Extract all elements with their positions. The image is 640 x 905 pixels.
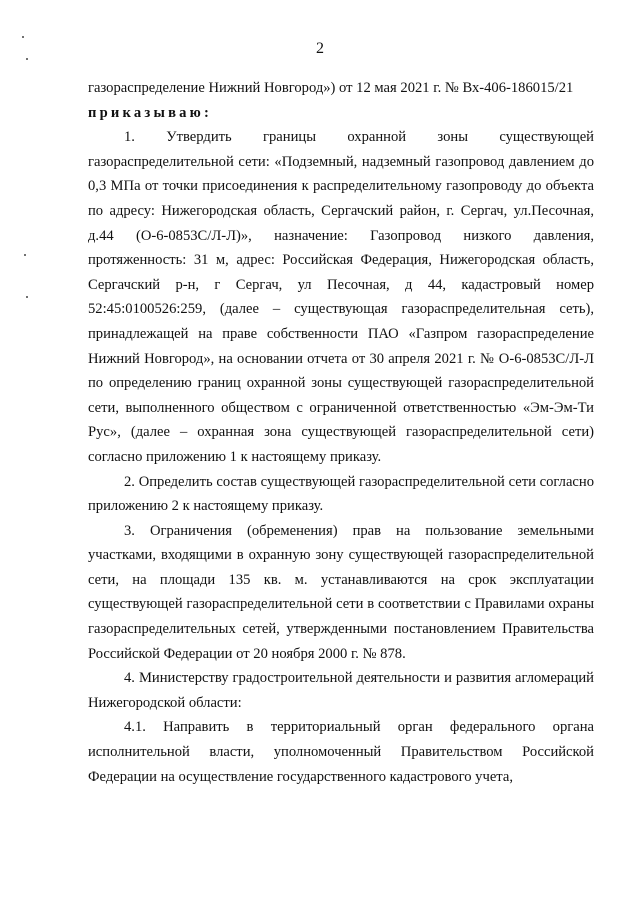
- paragraph-item-1: 1. Утвердить границы охранной зоны существующей газораспределительной сети: «Подземный, надземный газопровод давлением до 0,3 МПа от точки присоединения к распределительному газопроводу до объекта по адресу: Нижегородская область, Сергачский район, г. Сергач, ул.Песочная, д.44 (О-6-0853С/Л-Л)», назначение: Газопровод низкого давления, протяженность: 31 м, адрес: Российская Федерация, Нижегородская область, Сергачский р-н, г Сергач, ул Песочная, д 44, кадастровый номер 52:45:0100526:259, (далее – существующая газораспределительная сеть), принадлежащей на праве собственности ПАО «Газпром газораспределение Нижний Новгород», на основании отчета от 30 апреля 2021 г. № О-6-0853С/Л-Л по определению границ охранной зоны существующей газораспределительной сети, выполненного обществом с ограниченной ответственностью «Эм-Эм-Ти Рус», (далее – охранная зона существующей газораспределительной сети) согласно приложению 1 к настоящему приказу.: [88, 129, 594, 465]
- paragraph-item-3: 3. Ограничения (обременения) прав на пользование земельными участками, входящими в охранную зону существующей газораспределительной сети, на площади 135 кв. м. устанавливаются на срок эксплуатации существующей газораспределительной сети в соответствии с Правилами охраны газораспределительных сетей, утвержденными постановлением Правительства Российской Федерации от 20 ноября 2000 г. № 878.: [88, 522, 594, 662]
- scan-speck: [24, 254, 26, 256]
- paragraph-item-4-1: 4.1. Направить в территориальный орган федерального органа исполнительной власти, уполномоченный Правительством Российской Федерации на осуществление государственного кадастрового учета,: [88, 719, 594, 785]
- scan-speck: [26, 58, 28, 60]
- page-number: 2: [316, 40, 324, 57]
- paragraph-item-4: 4. Министерству градостроительной деятельности и развития агломераций Нижегородской области:: [88, 670, 594, 711]
- paragraph-continuation: газораспределение Нижний Новгород») от 12 мая 2021 г. № Вх-406-186015/21: [88, 80, 574, 96]
- order-keyword-text: приказываю:: [88, 104, 213, 121]
- paragraph-item-2: 2. Определить состав существующей газораспределительной сети согласно приложению 2 к настоящему приказу.: [88, 473, 594, 515]
- document-body: [88, 76, 594, 789]
- scan-speck: [26, 296, 28, 298]
- order-keyword: [88, 101, 594, 126]
- scan-speck: [22, 36, 24, 38]
